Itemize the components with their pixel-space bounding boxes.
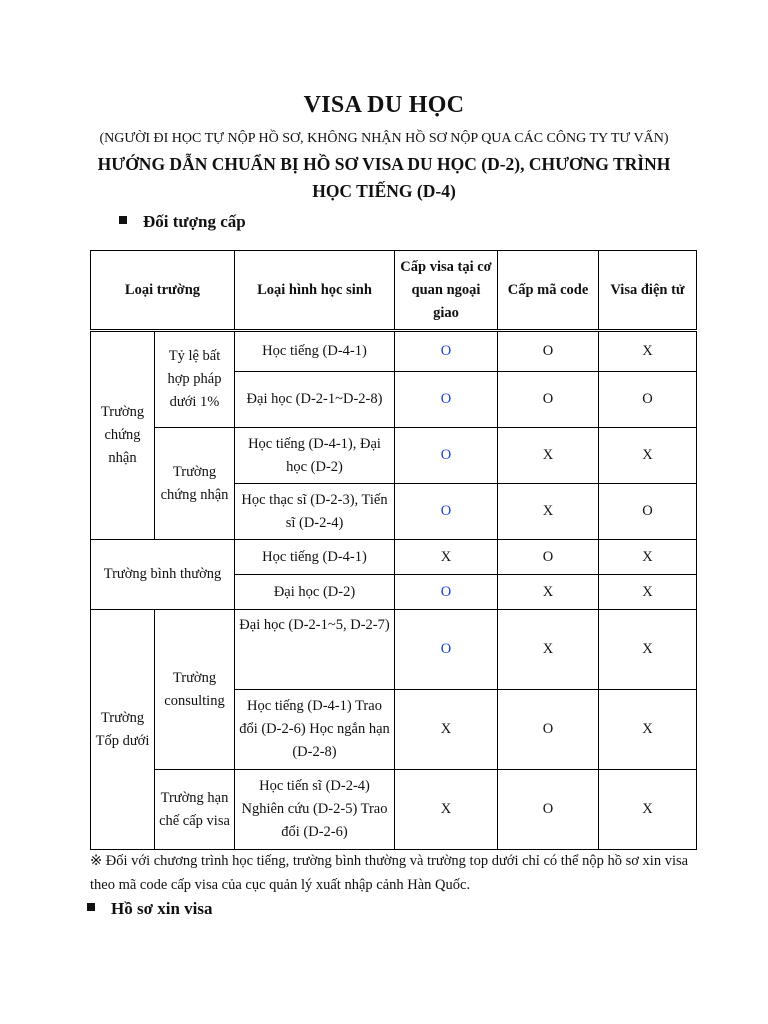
evisa-cell: X — [599, 770, 697, 850]
group-certified-school: Trường chứng nhận — [91, 331, 155, 540]
document-title: VISA DU HỌC — [303, 92, 465, 118]
group-bottom-tier-school: Trường Tốp dưới — [91, 610, 155, 850]
embassy-cell: X — [395, 770, 498, 850]
evisa-cell: X — [599, 690, 697, 770]
student-type-cell: Học thạc sĩ (D-2-3), Tiến sĩ (D-2-4) — [235, 484, 395, 540]
student-type-cell: Đại học (D-2-1~5, D-2-7) — [235, 610, 395, 690]
header-school-type: Loại trường — [91, 251, 235, 331]
table-row — [91, 331, 697, 372]
code-cell: O — [498, 770, 599, 850]
subgroup-restricted-school: Trường hạn chế cấp visa — [155, 770, 235, 850]
code-cell: O — [498, 690, 599, 770]
subgroup-low-illegal-rate: Tỷ lệ bất hợp pháp dưới 1% — [155, 331, 235, 428]
code-cell: X — [498, 610, 599, 690]
embassy-cell: O — [395, 484, 498, 540]
embassy-cell: X — [395, 540, 498, 575]
evisa-cell: X — [599, 575, 697, 610]
subgroup-consulting-school: Trường consulting — [155, 610, 235, 770]
square-bullet-icon — [87, 903, 95, 911]
header-embassy-visa: Cấp visa tại cơ quan ngoại giao — [395, 251, 498, 331]
section-title: Hồ sơ xin visa — [111, 899, 213, 918]
section-eligible-applicants — [119, 212, 246, 232]
evisa-cell: X — [599, 331, 697, 372]
evisa-cell: O — [599, 484, 697, 540]
document-subtitle: (NGƯỜI ĐI HỌC TỰ NỘP HỒ SƠ, KHÔNG NHẬN HỒ SƠ NỘP QUA CÁC CÔNG TY TƯ VẤN) — [99, 131, 669, 146]
header-visa-code: Cấp mã code — [498, 251, 599, 331]
student-type-cell: Học tiếng (D-4-1) Trao đổi (D-2-6) Học ngắn hạn (D-2-8) — [235, 690, 395, 770]
evisa-cell: X — [599, 428, 697, 484]
code-cell: O — [498, 540, 599, 575]
embassy-cell: O — [395, 610, 498, 690]
evisa-cell: O — [599, 372, 697, 428]
table-row — [91, 428, 697, 484]
evisa-cell: X — [599, 540, 697, 575]
table-row — [91, 540, 697, 575]
evisa-cell: X — [599, 610, 697, 690]
student-type-cell: Đại học (D-2-1~D-2-8) — [235, 372, 395, 428]
student-type-cell: Học tiếng (D-4-1) — [235, 540, 395, 575]
visa-eligibility-table — [90, 250, 697, 850]
square-bullet-icon — [119, 216, 127, 224]
embassy-cell: O — [395, 428, 498, 484]
code-cell: X — [498, 428, 599, 484]
code-cell: X — [498, 484, 599, 540]
code-cell: X — [498, 575, 599, 610]
header-student-type: Loại hình học sinh — [235, 251, 395, 331]
student-type-cell: Học tiếng (D-4-1), Đại học (D-2) — [235, 428, 395, 484]
subgroup-certified-school: Trường chứng nhận — [155, 428, 235, 540]
section-visa-documents — [87, 899, 213, 919]
embassy-cell: O — [395, 331, 498, 372]
table-header-row — [91, 251, 697, 331]
document-heading: HƯỚNG DẪN CHUẨN BỊ HỒ SƠ VISA DU HỌC (D-2), CHƯƠNG TRÌNH HỌC TIẾNG (D-4) — [97, 154, 671, 201]
embassy-cell: X — [395, 690, 498, 770]
embassy-cell: O — [395, 575, 498, 610]
embassy-cell: O — [395, 372, 498, 428]
table-row — [91, 770, 697, 850]
header-e-visa: Visa điện tử — [599, 251, 697, 331]
table-row — [91, 610, 697, 690]
group-normal-school: Trường bình thường — [91, 540, 235, 610]
student-type-cell: Học tiến sĩ (D-2-4) Nghiên cứu (D-2-5) Trao đổi (D-2-6) — [235, 770, 395, 850]
code-cell: O — [498, 331, 599, 372]
code-cell: O — [498, 372, 599, 428]
student-type-cell: Đại học (D-2) — [235, 575, 395, 610]
section-title: Đối tượng cấp — [143, 212, 246, 231]
table-footnote: ※ Đối với chương trình học tiếng, trường bình thường và trường top dưới chỉ có thể nộp hồ sơ xin visa theo mã code cấp visa của cục quản lý xuất nhập cảnh Hàn Quốc. — [90, 853, 689, 893]
student-type-cell: Học tiếng (D-4-1) — [235, 331, 395, 372]
